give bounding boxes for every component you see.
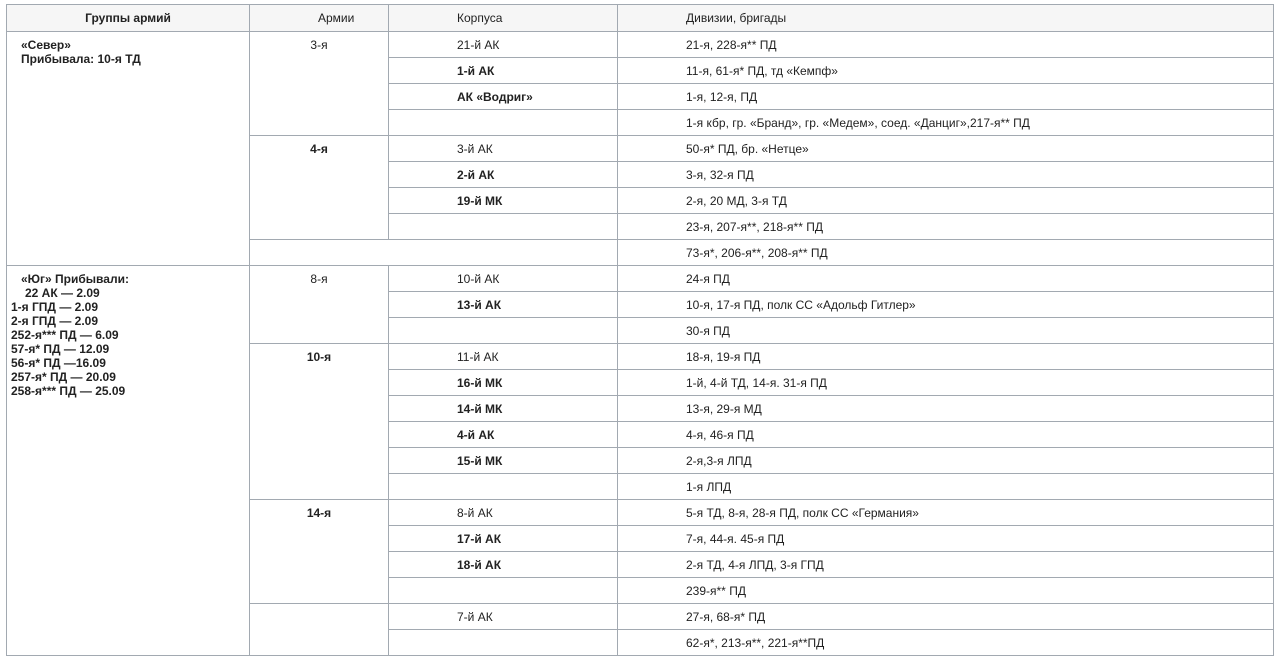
corps-cell: 1-й АК: [389, 58, 618, 84]
corps-cell: 10-й АК: [389, 266, 618, 292]
arrival-item: 2-я ГПД — 2.09: [11, 314, 99, 328]
corps-cell: 16-й МК: [389, 370, 618, 396]
arrival-item: 57-я* ПД — 12.09: [11, 342, 110, 356]
corps-cell: 7-й АК: [389, 604, 618, 630]
army-name: 3-я: [250, 32, 389, 136]
division-cell: 3-я, 32-я ПД: [618, 162, 1274, 188]
division-cell: 239-я** ПД: [618, 578, 1274, 604]
division-cell: 7-я, 44-я. 45-я ПД: [618, 526, 1274, 552]
group-south-cell: [7, 266, 250, 656]
division-cell: 18-я, 19-я ПД: [618, 344, 1274, 370]
division-cell: 13-я, 29-я МД: [618, 396, 1274, 422]
corps-cell: 3-й АК: [389, 136, 618, 162]
division-cell: 2-я, 20 МД, 3-я ТД: [618, 188, 1274, 214]
corps-cell: [389, 318, 618, 344]
corps-cell: 8-й АК: [389, 500, 618, 526]
corps-cell: [389, 630, 618, 656]
table-row: [7, 266, 1274, 292]
division-cell: 1-я кбр, гр. «Бранд», гр. «Медем», соед. «Данциг»,217-я** ПД: [618, 110, 1274, 136]
division-cell: 2-я ТД, 4-я ЛПД, 3-я ГПД: [618, 552, 1274, 578]
corps-cell: 17-й АК: [389, 526, 618, 552]
table-row: [7, 32, 1274, 58]
corps-cell: 21-й АК: [389, 32, 618, 58]
header-groups: Группы армий: [7, 5, 250, 32]
army-name: 4-я: [250, 136, 389, 240]
corps-cell: 19-й МК: [389, 188, 618, 214]
division-cell: 2-я,3-я ЛПД: [618, 448, 1274, 474]
corps-cell: [389, 214, 618, 240]
division-cell: 5-я ТД, 8-я, 28-я ПД, полк СС «Германия»: [618, 500, 1274, 526]
army-name: 10-я: [250, 344, 389, 500]
division-cell: 11-я, 61-я* ПД, тд «Кемпф»: [618, 58, 1274, 84]
division-cell: 62-я*, 213-я**, 221-я**ПД: [618, 630, 1274, 656]
corps-cell: 4-й АК: [389, 422, 618, 448]
group-north-note: Прибывала: 10-я ТД: [21, 52, 141, 66]
group-north-name: «Север»: [21, 38, 71, 52]
army-name: [250, 604, 389, 656]
corps-cell: 15-й МК: [389, 448, 618, 474]
division-cell: 50-я* ПД, бр. «Нетце»: [618, 136, 1274, 162]
arrival-item: 258-я*** ПД — 25.09: [11, 384, 126, 398]
division-cell: 4-я, 46-я ПД: [618, 422, 1274, 448]
division-cell: 21-я, 228-я** ПД: [618, 32, 1274, 58]
header-armies: Армии: [250, 5, 389, 32]
group-north-cell: [7, 32, 250, 266]
army-name: 14-я: [250, 500, 389, 604]
corps-cell: 2-й АК: [389, 162, 618, 188]
army-name: 8-я: [250, 266, 389, 344]
division-cell: 1-й, 4-й ТД, 14-я. 31-я ПД: [618, 370, 1274, 396]
header-row: [7, 5, 1274, 32]
arrival-item: 1-я ГПД — 2.09: [11, 300, 99, 314]
corps-cell: [389, 578, 618, 604]
division-cell: 27-я, 68-я* ПД: [618, 604, 1274, 630]
corps-cell: 11-й АК: [389, 344, 618, 370]
arrival-item: 252-я*** ПД — 6.09: [11, 328, 119, 342]
division-cell: 10-я, 17-я ПД, полк СС «Адольф Гитлер»: [618, 292, 1274, 318]
group-south-name: «Юг» Прибывали:: [21, 272, 129, 286]
division-cell: 1-я ЛПД: [618, 474, 1274, 500]
header-corps: Корпуса: [389, 5, 618, 32]
corps-cell: 13-й АК: [389, 292, 618, 318]
army-groups-table: [6, 4, 1274, 656]
arrival-item: 257-я* ПД — 20.09: [11, 370, 116, 384]
corps-cell: АК «Водриг»: [389, 84, 618, 110]
division-cell: 30-я ПД: [618, 318, 1274, 344]
corps-cell: [389, 474, 618, 500]
corps-cell: 18-й АК: [389, 552, 618, 578]
reserve-cell: [250, 240, 618, 266]
corps-cell: [389, 110, 618, 136]
division-cell: 23-я, 207-я**, 218-я** ПД: [618, 214, 1274, 240]
division-cell: 24-я ПД: [618, 266, 1274, 292]
division-cell: 73-я*, 206-я**, 208-я** ПД: [618, 240, 1274, 266]
arrival-item: 22 АК — 2.09: [25, 286, 100, 300]
arrival-item: 56-я* ПД —16.09: [11, 356, 106, 370]
header-divisions: Дивизии, бригады: [618, 5, 1274, 32]
division-cell: 1-я, 12-я, ПД: [618, 84, 1274, 110]
corps-cell: 14-й МК: [389, 396, 618, 422]
